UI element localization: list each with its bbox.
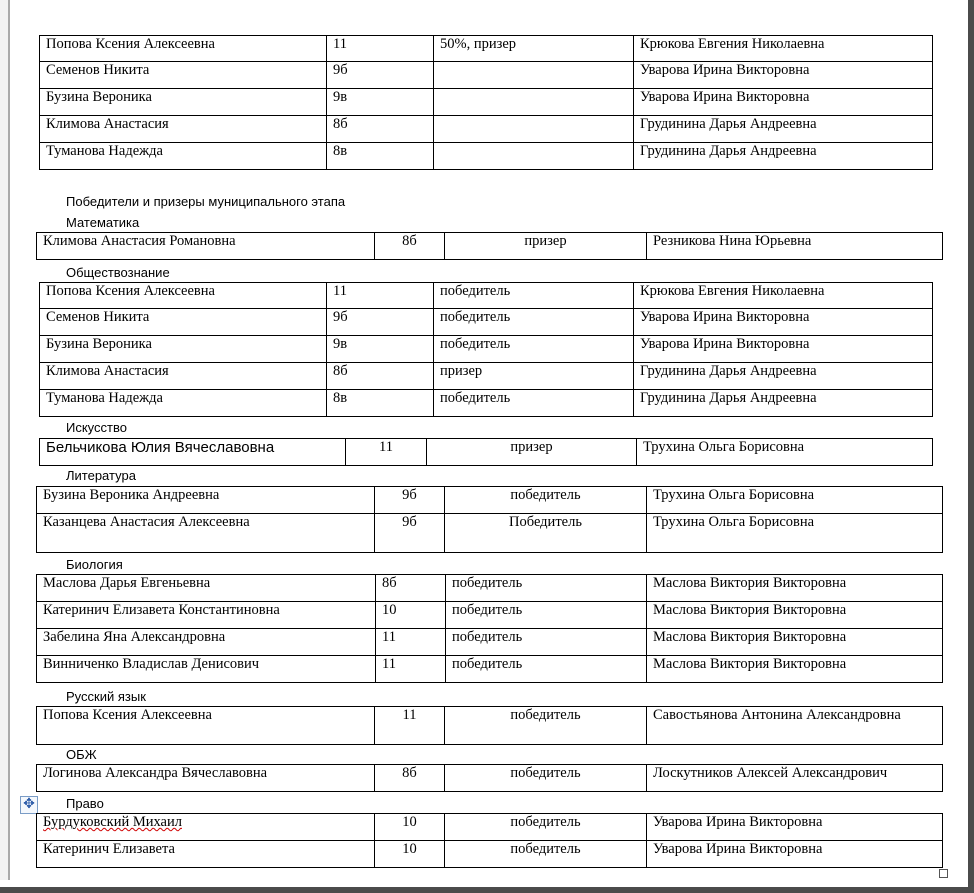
bottom-window-border	[0, 887, 974, 893]
table-row: Семенов Никита 9б Уварова Ирина Викторовна	[40, 62, 933, 89]
table-row: Бурдуковский Михаил 10 победитель Уварова Ирина Викторовна	[37, 814, 943, 841]
heading-art: Искусство	[66, 420, 127, 435]
table-resize-handle[interactable]	[939, 869, 948, 878]
heading-obzh: ОБЖ	[66, 747, 97, 762]
table-row: Казанцева Анастасия Алексеевна 9б Победитель Трухина Ольга Борисовна	[37, 514, 943, 553]
table-law	[36, 813, 943, 868]
table-row: Климова Анастасия Романовна 8б призер Резникова Нина Юрьевна	[37, 233, 943, 260]
table-row: Катеринич Елизавета 10 победитель Уварова Ирина Викторовна	[37, 841, 943, 868]
table-row: Катеринич Елизавета Константиновна 10 победитель Маслова Виктория Викторовна	[37, 602, 943, 629]
table-row: Логинова Александра Вячеславовна 8б победитель Лоскутников Алексей Александрович	[37, 765, 943, 792]
table-art	[39, 438, 933, 466]
table-row: Климова Анастасия 8б призер Грудинина Дарья Андреевна	[40, 363, 933, 390]
table-row: Попова Ксения Алексеевна 11 победитель Савостьянова Антонина Александровна	[37, 707, 943, 745]
heading-biology: Биология	[66, 557, 123, 572]
table-row: Климова Анастасия 8б Грудинина Дарья Андреевна	[40, 116, 933, 143]
table-row: Семенов Никита 9б победитель Уварова Ирина Викторовна	[40, 309, 933, 336]
spellcheck-underlined-name: Бурдуковский Михаил	[43, 814, 182, 830]
table-row: Бузина Вероника Андреевна 9б победитель Трухина Ольга Борисовна	[37, 487, 943, 514]
left-margin-bar	[0, 0, 10, 880]
right-window-border	[968, 0, 974, 893]
table-social	[39, 282, 933, 417]
table-russian	[36, 706, 943, 745]
section-title: Победители и призеры муниципального этапа	[66, 194, 346, 209]
table-move-icon[interactable]: ✥	[20, 796, 38, 814]
table-top	[39, 35, 933, 170]
table-row: Маслова Дарья Евгеньевна 8б победитель Маслова Виктория Викторовна	[37, 575, 943, 602]
heading-russian: Русский язык	[66, 689, 146, 704]
table-row: Винниченко Владислав Денисович 11 победитель Маслова Виктория Викторовна	[37, 656, 943, 683]
table-row: Бельчикова Юлия Вячеславовна 11 призер Трухина Ольга Борисовна	[40, 439, 933, 466]
table-row: Туманова Надежда 8в победитель Грудинина Дарья Андреевна	[40, 390, 933, 417]
table-obzh	[36, 764, 943, 792]
table-row: Бузина Вероника 9в победитель Уварова Ирина Викторовна	[40, 336, 933, 363]
table-literature	[36, 486, 943, 553]
table-row: Забелина Яна Александровна 11 победитель Маслова Виктория Викторовна	[37, 629, 943, 656]
table-math	[36, 232, 943, 260]
heading-law: Право	[66, 796, 104, 811]
heading-social: Обществознание	[66, 265, 170, 280]
table-biology	[36, 574, 943, 683]
table-row: Попова Ксения Алексеевна 11 50%, призер Крюкова Евгения Николаевна	[40, 36, 933, 62]
table-row: Туманова Надежда 8в Грудинина Дарья Андреевна	[40, 143, 933, 170]
heading-literature: Литература	[66, 468, 136, 483]
table-row: Бузина Вероника 9в Уварова Ирина Викторовна	[40, 89, 933, 116]
table-row: Попова Ксения Алексеевна 11 победитель Крюкова Евгения Николаевна	[40, 283, 933, 309]
heading-math: Математика	[66, 215, 140, 230]
